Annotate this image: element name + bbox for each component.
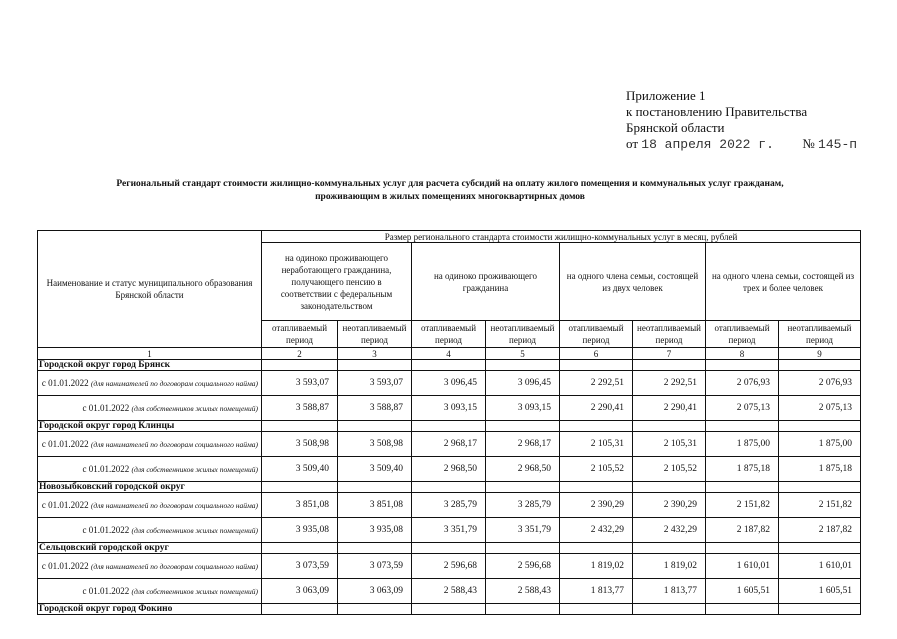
table-row bbox=[38, 457, 861, 482]
row-date: с 01.01.2022 bbox=[82, 585, 130, 596]
value-cell: 2 105,31 bbox=[633, 432, 706, 457]
group-header-three-plus: на одного члена семьи, состоящей из трех и более человек bbox=[706, 243, 861, 321]
value-cell: 2 390,29 bbox=[560, 493, 633, 518]
sub-header: неотапливаемый период bbox=[633, 321, 706, 348]
value-cell: 1 605,51 bbox=[779, 579, 861, 604]
value-cell: 3 073,59 bbox=[338, 554, 412, 579]
resolution-date: 18 апреля 2022 г. bbox=[641, 137, 774, 152]
value-cell: 2 596,68 bbox=[486, 554, 560, 579]
value-cell: 2 075,13 bbox=[779, 396, 861, 421]
table-row bbox=[38, 371, 861, 396]
empty-cell bbox=[486, 604, 560, 615]
value-cell: 3 851,08 bbox=[262, 493, 338, 518]
date-prefix: от bbox=[626, 136, 639, 151]
value-cell: 3 593,07 bbox=[338, 371, 412, 396]
row-label bbox=[38, 371, 262, 396]
municipality-name: Городской округ город Брянск bbox=[38, 360, 262, 371]
sub-header: отапливаемый период bbox=[560, 321, 633, 348]
value-cell: 2 968,17 bbox=[412, 432, 486, 457]
empty-cell bbox=[338, 543, 412, 554]
value-cell: 2 151,82 bbox=[706, 493, 779, 518]
col-number: 7 bbox=[633, 348, 706, 360]
empty-cell bbox=[706, 604, 779, 615]
col-number: 4 bbox=[412, 348, 486, 360]
table-row bbox=[38, 493, 861, 518]
empty-cell bbox=[338, 360, 412, 371]
title-line-2: проживающим в жилых помещениях многоквартирных домов bbox=[315, 192, 585, 202]
empty-cell bbox=[486, 482, 560, 493]
appendix-line-1: Приложение 1 bbox=[626, 88, 706, 103]
col-number: 1 bbox=[38, 348, 262, 360]
empty-cell bbox=[560, 421, 633, 432]
value-cell: 3 285,79 bbox=[486, 493, 560, 518]
row-label bbox=[38, 432, 262, 457]
col1-header: Наименование и статус муниципального образования Брянской области bbox=[38, 231, 262, 348]
col-number: 8 bbox=[706, 348, 779, 360]
empty-cell bbox=[560, 543, 633, 554]
col-number: 6 bbox=[560, 348, 633, 360]
row-note: (для нанимателей по договорам социального найма) bbox=[90, 561, 258, 571]
empty-cell bbox=[779, 421, 861, 432]
value-cell: 2 290,41 bbox=[633, 396, 706, 421]
value-cell: 3 063,09 bbox=[262, 579, 338, 604]
empty-cell bbox=[633, 421, 706, 432]
row-date: с 01.01.2022 bbox=[82, 524, 130, 535]
value-cell: 2 105,31 bbox=[560, 432, 633, 457]
sub-header: отапливаемый период bbox=[706, 321, 779, 348]
group-row bbox=[38, 604, 861, 615]
row-note: (для нанимателей по договорам социального найма) bbox=[90, 500, 258, 510]
table-row bbox=[38, 396, 861, 421]
value-cell: 1 875,00 bbox=[706, 432, 779, 457]
empty-cell bbox=[486, 421, 560, 432]
row-date: с 01.01.2022 bbox=[82, 402, 130, 413]
row-label bbox=[38, 457, 262, 482]
group-header-pensioner: на одиноко проживающего неработающего гражданина, получающего пенсию в соответствии с федеральным законодательством bbox=[262, 243, 412, 321]
value-cell: 1 875,18 bbox=[779, 457, 861, 482]
value-cell: 3 063,09 bbox=[338, 579, 412, 604]
value-cell: 2 968,17 bbox=[486, 432, 560, 457]
value-cell: 3 851,08 bbox=[338, 493, 412, 518]
empty-cell bbox=[779, 482, 861, 493]
value-cell: 3 096,45 bbox=[486, 371, 560, 396]
standard-table bbox=[37, 230, 861, 615]
value-cell: 2 105,52 bbox=[633, 457, 706, 482]
value-cell: 2 968,50 bbox=[412, 457, 486, 482]
value-cell: 3 935,08 bbox=[338, 518, 412, 543]
empty-cell bbox=[633, 482, 706, 493]
value-cell: 2 432,29 bbox=[633, 518, 706, 543]
group-header-single: на одиноко проживающего гражданина bbox=[412, 243, 560, 321]
empty-cell bbox=[486, 543, 560, 554]
group-row bbox=[38, 482, 861, 493]
value-cell: 3 351,79 bbox=[412, 518, 486, 543]
value-cell: 3 509,40 bbox=[338, 457, 412, 482]
appendix-block bbox=[626, 88, 857, 153]
value-cell: 2 292,51 bbox=[560, 371, 633, 396]
row-date: с 01.01.2022 bbox=[41, 438, 89, 449]
empty-cell bbox=[560, 604, 633, 615]
number-prefix: № bbox=[802, 136, 815, 151]
group-row bbox=[38, 421, 861, 432]
resolution-number: 145-п bbox=[818, 137, 858, 152]
value-cell: 2 290,41 bbox=[560, 396, 633, 421]
value-cell: 3 073,59 bbox=[262, 554, 338, 579]
value-cell: 3 593,07 bbox=[262, 371, 338, 396]
value-cell: 2 588,43 bbox=[486, 579, 560, 604]
empty-cell bbox=[262, 360, 338, 371]
row-label bbox=[38, 554, 262, 579]
value-cell: 1 813,77 bbox=[560, 579, 633, 604]
sub-header: неотапливаемый период bbox=[779, 321, 861, 348]
row-label bbox=[38, 579, 262, 604]
group-row bbox=[38, 360, 861, 371]
empty-cell bbox=[560, 360, 633, 371]
empty-cell bbox=[486, 360, 560, 371]
value-cell: 3 508,98 bbox=[338, 432, 412, 457]
empty-cell bbox=[412, 360, 486, 371]
value-cell: 2 187,82 bbox=[779, 518, 861, 543]
empty-cell bbox=[412, 482, 486, 493]
value-cell: 3 285,79 bbox=[412, 493, 486, 518]
municipality-name: Городской округ город Фокино bbox=[38, 604, 262, 615]
municipality-name: Новозыбковский городской округ bbox=[38, 482, 262, 493]
col-number: 3 bbox=[338, 348, 412, 360]
value-cell: 2 390,29 bbox=[633, 493, 706, 518]
row-note: (для собственников жилых помещений) bbox=[131, 403, 258, 413]
sub-header: отапливаемый период bbox=[412, 321, 486, 348]
row-note: (для собственников жилых помещений) bbox=[131, 586, 258, 596]
value-cell: 1 819,02 bbox=[560, 554, 633, 579]
value-cell: 1 610,01 bbox=[706, 554, 779, 579]
empty-cell bbox=[262, 604, 338, 615]
col-number: 2 bbox=[262, 348, 338, 360]
empty-cell bbox=[338, 482, 412, 493]
value-cell: 3 935,08 bbox=[262, 518, 338, 543]
group-row bbox=[38, 543, 861, 554]
row-label bbox=[38, 518, 262, 543]
value-cell: 3 096,45 bbox=[412, 371, 486, 396]
value-cell: 3 588,87 bbox=[338, 396, 412, 421]
value-cell: 1 819,02 bbox=[633, 554, 706, 579]
empty-cell bbox=[706, 543, 779, 554]
row-note: (для собственников жилых помещений) bbox=[131, 525, 258, 535]
value-cell: 1 813,77 bbox=[633, 579, 706, 604]
value-cell: 3 509,40 bbox=[262, 457, 338, 482]
empty-cell bbox=[779, 543, 861, 554]
empty-cell bbox=[262, 543, 338, 554]
col-number: 9 bbox=[779, 348, 861, 360]
value-cell: 2 292,51 bbox=[633, 371, 706, 396]
empty-cell bbox=[779, 604, 861, 615]
value-cell: 2 105,52 bbox=[560, 457, 633, 482]
empty-cell bbox=[633, 604, 706, 615]
value-cell: 1 610,01 bbox=[779, 554, 861, 579]
document-title bbox=[40, 178, 860, 204]
empty-cell bbox=[412, 543, 486, 554]
empty-cell bbox=[706, 421, 779, 432]
empty-cell bbox=[412, 421, 486, 432]
value-cell: 2 151,82 bbox=[779, 493, 861, 518]
sub-header: неотапливаемый период bbox=[486, 321, 560, 348]
row-date: с 01.01.2022 bbox=[82, 463, 130, 474]
sub-header: неотапливаемый период bbox=[338, 321, 412, 348]
value-cell: 3 093,15 bbox=[486, 396, 560, 421]
row-date: с 01.01.2022 bbox=[41, 499, 89, 510]
group-header: Размер регионального стандарта стоимости жилищно-коммунальных услуг в месяц, рублей bbox=[262, 231, 861, 243]
row-label bbox=[38, 396, 262, 421]
empty-cell bbox=[633, 360, 706, 371]
row-date: с 01.01.2022 bbox=[41, 377, 89, 388]
municipality-name: Сельцовский городской округ bbox=[38, 543, 262, 554]
empty-cell bbox=[412, 604, 486, 615]
value-cell: 3 508,98 bbox=[262, 432, 338, 457]
value-cell: 1 605,51 bbox=[706, 579, 779, 604]
group-header-two-person: на одного члена семьи, состоящей из двух человек bbox=[560, 243, 706, 321]
sub-header: отапливаемый период bbox=[262, 321, 338, 348]
value-cell: 3 093,15 bbox=[412, 396, 486, 421]
value-cell: 2 968,50 bbox=[486, 457, 560, 482]
col-number: 5 bbox=[486, 348, 560, 360]
value-cell: 2 075,13 bbox=[706, 396, 779, 421]
value-cell: 2 076,93 bbox=[779, 371, 861, 396]
empty-cell bbox=[262, 421, 338, 432]
empty-cell bbox=[262, 482, 338, 493]
empty-cell bbox=[633, 543, 706, 554]
empty-cell bbox=[706, 482, 779, 493]
row-label bbox=[38, 493, 262, 518]
appendix-line-2: к постановлению Правительства bbox=[626, 104, 808, 119]
value-cell: 2 076,93 bbox=[706, 371, 779, 396]
table-row bbox=[38, 432, 861, 457]
empty-cell bbox=[779, 360, 861, 371]
value-cell: 3 588,87 bbox=[262, 396, 338, 421]
empty-cell bbox=[560, 482, 633, 493]
row-note: (для нанимателей по договорам социального найма) bbox=[90, 378, 258, 388]
value-cell: 1 875,18 bbox=[706, 457, 779, 482]
row-note: (для собственников жилых помещений) bbox=[131, 464, 258, 474]
appendix-line-3: Брянской области bbox=[626, 120, 725, 135]
row-note: (для нанимателей по договорам социального найма) bbox=[90, 439, 258, 449]
value-cell: 2 432,29 bbox=[560, 518, 633, 543]
empty-cell bbox=[338, 604, 412, 615]
table-row bbox=[38, 518, 861, 543]
value-cell: 3 351,79 bbox=[486, 518, 560, 543]
empty-cell bbox=[706, 360, 779, 371]
title-line-1: Региональный стандарт стоимости жилищно-коммунальных услуг для расчета субсидий на оплату жилого помещения и коммунальных услуг гражданам, bbox=[116, 179, 784, 189]
empty-cell bbox=[338, 421, 412, 432]
value-cell: 2 596,68 bbox=[412, 554, 486, 579]
value-cell: 2 187,82 bbox=[706, 518, 779, 543]
row-date: с 01.01.2022 bbox=[41, 560, 89, 571]
value-cell: 2 588,43 bbox=[412, 579, 486, 604]
table-row bbox=[38, 579, 861, 604]
table-row bbox=[38, 554, 861, 579]
appendix-date-line bbox=[626, 136, 857, 153]
municipality-name: Городской округ город Клинцы bbox=[38, 421, 262, 432]
value-cell: 1 875,00 bbox=[779, 432, 861, 457]
